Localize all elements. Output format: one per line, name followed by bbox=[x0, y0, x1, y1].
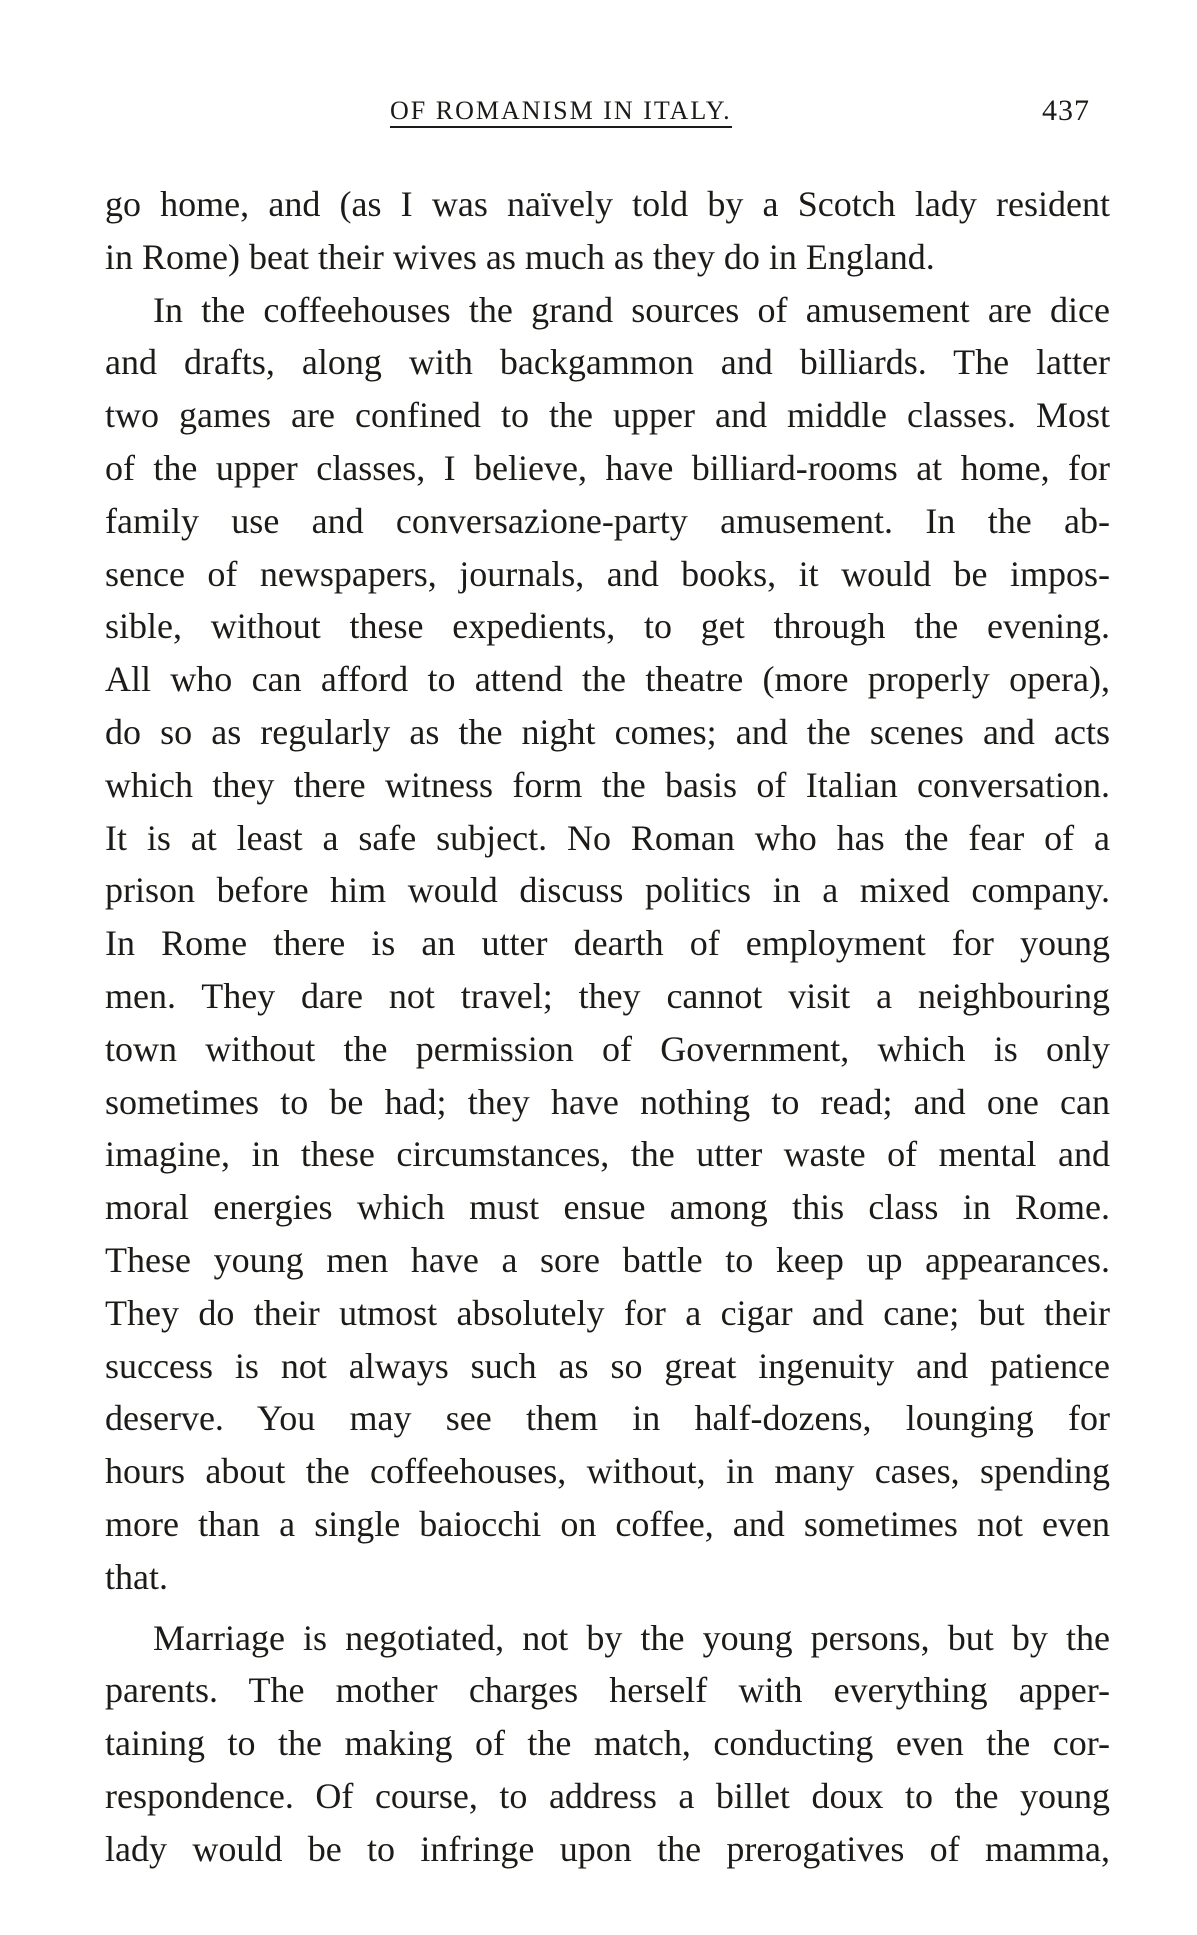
text-line: do so as regularly as the night comes; and the scenes and acts bbox=[105, 711, 1110, 752]
text-line: imagine, in these circumstances, the utter waste of mental and bbox=[105, 1134, 1110, 1175]
text-line: sence of newspapers, journals, and books, it would be impos- bbox=[105, 553, 1110, 594]
running-head bbox=[100, 96, 1100, 136]
page-number: 437 bbox=[1042, 94, 1090, 127]
text-line: in Rome) beat their wives as much as they do in England. bbox=[105, 236, 935, 277]
text-line: respondence. Of course, to address a billet doux to the young bbox=[105, 1775, 1110, 1816]
text-line: It is at least a safe subject. No Roman who has the fear of a bbox=[105, 817, 1110, 858]
text-line: sible, without these expedients, to get through the evening. bbox=[105, 606, 1110, 647]
text-line: In Rome there is an utter dearth of employment for young bbox=[105, 923, 1110, 964]
text-line: and drafts, along with backgammon and billiards. The latter bbox=[105, 342, 1110, 383]
text-line: These young men have a sore battle to keep up appearances. bbox=[105, 1239, 1110, 1280]
text-line: go home, and (as I was naïvely told by a Scotch lady resident bbox=[105, 184, 1110, 224]
text-line: taining to the making of the match, conducting even the cor- bbox=[105, 1723, 1110, 1764]
text-line: Marriage is negotiated, not by the young persons, but by the bbox=[153, 1617, 1110, 1658]
text-line: sometimes to be had; they have nothing to read; and one can bbox=[105, 1081, 1110, 1122]
text-line: lady would be to infringe upon the prerogatives of mamma, bbox=[105, 1828, 1110, 1869]
text-line: deserve. You may see them in half-dozens, lounging for bbox=[105, 1398, 1110, 1439]
text-line: town without the permission of Government, which is only bbox=[105, 1028, 1110, 1069]
text-line: They do their utmost absolutely for a cigar and cane; but their bbox=[105, 1292, 1110, 1333]
text-line: parents. The mother charges herself with everything apper- bbox=[105, 1670, 1110, 1711]
text-line: moral energies which must ensue among this class in Rome. bbox=[105, 1187, 1110, 1228]
body-text bbox=[105, 178, 1110, 1876]
text-line: success is not always such as so great ingenuity and patience bbox=[105, 1345, 1110, 1386]
text-line: that. bbox=[105, 1556, 168, 1597]
text-line: family use and conversazione-party amusement. In the ab- bbox=[105, 500, 1110, 541]
text-line: which they there witness form the basis of Italian conversation. bbox=[105, 764, 1110, 805]
text-line: hours about the coffeehouses, without, in many cases, spending bbox=[105, 1451, 1110, 1492]
text-line: prison before him would discuss politics in a mixed company. bbox=[105, 870, 1110, 911]
running-title: OF ROMANISM IN ITALY. bbox=[390, 96, 732, 128]
text-line: two games are confined to the upper and middle classes. Most bbox=[105, 395, 1110, 436]
text-line: men. They dare not travel; they cannot visit a neighbouring bbox=[105, 975, 1110, 1016]
text-line: All who can afford to attend the theatre (more properly opera), bbox=[105, 659, 1110, 700]
text-line: of the upper classes, I believe, have billiard-rooms at home, for bbox=[105, 447, 1110, 488]
text-line: In the coffeehouses the grand sources of amusement are dice bbox=[153, 289, 1110, 330]
text-line: more than a single baiocchi on coffee, and sometimes not even bbox=[105, 1503, 1110, 1544]
